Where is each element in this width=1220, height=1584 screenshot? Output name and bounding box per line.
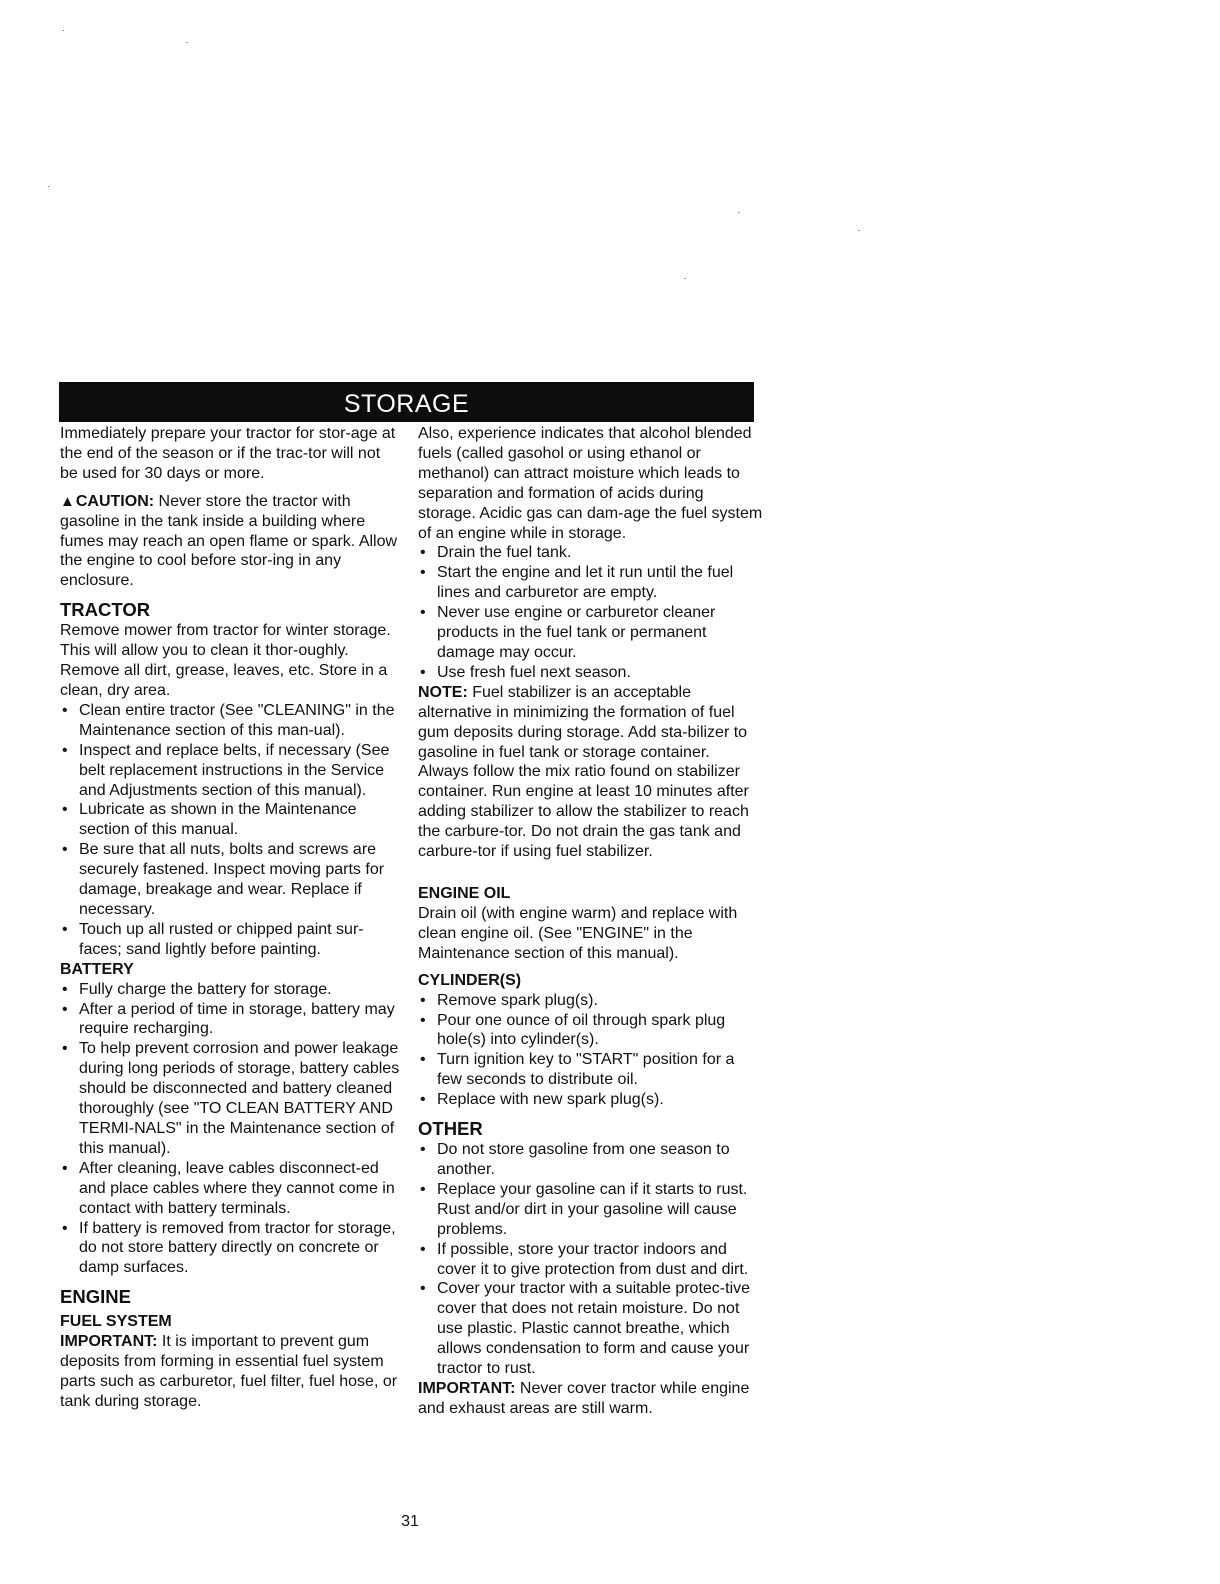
alcohol-fuel-paragraph: Also, experience indicates that alcohol blended fuels (called gasohol or using ethanol or methanol) can attract moisture which leads to separation and formation of acids during storage. Acidic gas can dam-age the fuel system of an engine while in storage. [418, 425, 763, 542]
important-label: IMPORTANT: [418, 1379, 516, 1397]
caution-label: CAUTION: [75, 492, 155, 510]
engine-heading: ENGINE [60, 1286, 131, 1308]
list-item: • Touch up all rusted or chipped paint sur-faces; sand lightly before painting. [60, 920, 400, 960]
list-item: • Pour one ounce of oil through spark plug hole(s) into cylinder(s). [418, 1011, 763, 1051]
note-label: NOTE: [418, 683, 468, 701]
scan-speck [858, 230, 860, 231]
battery-heading: BATTERY [60, 960, 134, 978]
other-heading: OTHER [418, 1118, 483, 1140]
list-item: • Do not store gasoline from one season to another. [418, 1140, 763, 1180]
fuel-system-heading: FUEL SYSTEM [60, 1313, 172, 1331]
caution-paragraph [60, 492, 400, 592]
list-item: • Drain the fuel tank. [418, 543, 763, 563]
caution-text: Never store the tractor with gasoline in the tank inside a building where fumes may reach an open flame or spark. Allow the engine to cool before stor-ing in any enclosure. [60, 492, 398, 590]
section-banner: STORAGE [59, 382, 754, 422]
fuel-list [418, 543, 763, 682]
important-text: Never cover tractor while engine and exhaust areas are still warm. [418, 1379, 750, 1417]
list-item: • After cleaning, leave cables disconnect-ed and place cables where they cannot come in contact with battery terminals. [60, 1159, 400, 1219]
cylinders-heading: CYLINDER(S) [418, 971, 522, 989]
important-text: It is important to prevent gum deposits from forming in essential fuel system parts such as carburetor, fuel filter, fuel hose, or tank during storage. [60, 1333, 398, 1410]
list-item: • If possible, store your tractor indoors and cover it to give protection from dust and dirt. [418, 1240, 763, 1280]
tractor-paragraph: Remove mower from tractor for winter storage. This will allow you to clean it thor-oughly. Remove all dirt, grease, leaves, etc. Store in a clean, dry area. [60, 622, 391, 699]
scan-speck [62, 30, 64, 31]
engine-oil-paragraph: Drain oil (with engine warm) and replace with clean engine oil. (See "ENGINE" in the Maintenance section of this manual). [418, 904, 738, 962]
list-item: • Use fresh fuel next season. [418, 663, 763, 683]
engine-oil-heading: ENGINE OIL [418, 884, 511, 902]
scan-speck [48, 186, 50, 187]
intro-paragraph: Immediately prepare your tractor for stor-age at the end of the season or if the trac-tor will not be used for 30 days or more. [60, 425, 396, 482]
list-item: • Be sure that all nuts, bolts and screws are securely fastened. Inspect moving parts for damage, breakage and wear. Replace if necessary. [60, 840, 400, 920]
list-item: • Cover your tractor with a suitable protec-tive cover that does not retain moisture. Do not use plastic. Plastic cannot breathe, which allows condensation to form and cause your tractor to rust. [418, 1279, 763, 1379]
warning-triangle-icon: ▲ [60, 492, 75, 510]
scan-speck [186, 42, 188, 43]
scan-speck [684, 278, 686, 279]
list-item: • Clean entire tractor (See "CLEANING" in the Maintenance section of this man-ual). [60, 701, 400, 741]
list-item: • Never use engine or carburetor cleaner products in the fuel tank or permanent damage may occur. [418, 603, 763, 663]
left-column [60, 424, 400, 1412]
tractor-list [60, 701, 400, 960]
battery-list [60, 980, 400, 1279]
list-item: • Replace your gasoline can if it starts to rust. Rust and/or dirt in your gasoline will cause problems. [418, 1180, 763, 1240]
important-paragraph [418, 1379, 763, 1419]
right-column [418, 424, 763, 1419]
other-list [418, 1140, 763, 1379]
list-item: • Remove spark plug(s). [418, 991, 763, 1011]
scan-speck [738, 212, 740, 213]
tractor-heading: TRACTOR [60, 599, 151, 621]
list-item: • Turn ignition key to "START" position for a few seconds to distribute oil. [418, 1050, 763, 1090]
list-item: • Inspect and replace belts, if necessary (See belt replacement instructions in the Service and Adjustments section of this manual). [60, 741, 400, 801]
note-text: Fuel stabilizer is an acceptable alternative in minimizing the formation of fuel gum deposits during storage. Add sta-bilizer to gasoline in fuel tank or storage container. Always follow the mix ratio found on stabilizer container. Run engine at least 10 minutes after adding stabilizer to allow the stabilizer to reach the carbure-tor. Do not drain the gas tank and carbure-tor if using fuel stabilizer. [418, 683, 749, 861]
important-label: IMPORTANT: [60, 1333, 158, 1351]
page-number: 31 [401, 1513, 419, 1530]
cylinders-list [418, 991, 763, 1110]
list-item: • If battery is removed from tractor for storage, do not store battery directly on concrete or damp surfaces. [60, 1219, 400, 1279]
important-paragraph [60, 1332, 400, 1412]
list-item: • Fully charge the battery for storage. [60, 980, 400, 1000]
list-item: • Lubricate as shown in the Maintenance section of this manual. [60, 800, 400, 840]
list-item: • Start the engine and let it run until the fuel lines and carburetor are empty. [418, 563, 763, 603]
note-paragraph [418, 683, 763, 862]
list-item: • After a period of time in storage, battery may require recharging. [60, 1000, 400, 1040]
list-item: • Replace with new spark plug(s). [418, 1090, 763, 1110]
list-item: • To help prevent corrosion and power leakage during long periods of storage, battery cables should be disconnected and battery cleaned thoroughly (see "TO CLEAN BATTERY AND TERMI-NALS" in the Maintenance section of this manual). [60, 1039, 400, 1158]
